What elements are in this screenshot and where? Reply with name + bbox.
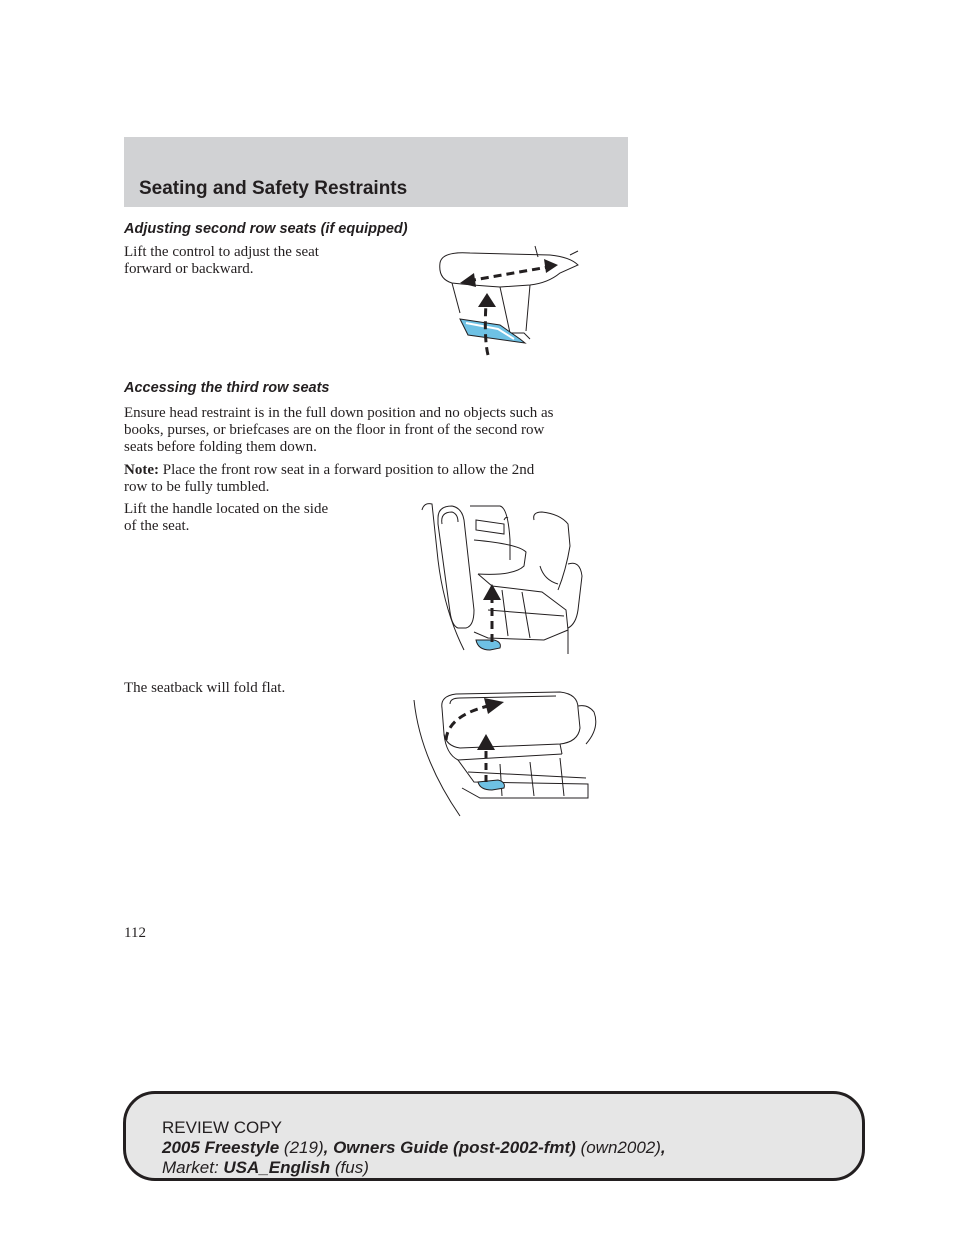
seatback-fold-illustration [410, 688, 600, 818]
model-code: (219) [279, 1138, 324, 1157]
footer-line-market [162, 1158, 666, 1178]
model-name: 2005 Freestyle [162, 1138, 280, 1157]
market-name: USA_English [223, 1158, 331, 1177]
paragraph-lift-handle [124, 501, 328, 535]
text-line: Lift the control to adjust the seat [124, 244, 319, 260]
footer-line-model [162, 1138, 666, 1158]
text-line: seats before folding them down. [124, 439, 317, 455]
text-line [124, 462, 534, 479]
paragraph-head-restraint [124, 405, 554, 456]
seat-handle-illustration [418, 500, 588, 660]
paragraph-adjust-control [124, 244, 319, 278]
review-copy-label: REVIEW COPY [162, 1118, 282, 1137]
text-line: row to be fully tumbled. [124, 479, 270, 495]
text-line: books, purses, or briefcases are on the floor in front of the second row [124, 422, 545, 438]
separator: , [323, 1138, 334, 1157]
text-line: Ensure head restraint is in the full down position and no objects such as [124, 405, 554, 421]
text-line: Lift the handle located on the side [124, 501, 329, 517]
separator: , [660, 1138, 666, 1157]
guide-name: Owners Guide (post-2002-fmt) [333, 1138, 576, 1157]
market-code: (fus) [330, 1158, 369, 1177]
subheading-adjusting-second-row: Adjusting second row seats (if equipped) [124, 221, 408, 237]
page-number: 112 [124, 925, 146, 941]
subheading-accessing-third-row: Accessing the third row seats [124, 380, 330, 396]
guide-code: (own2002) [575, 1138, 661, 1157]
note-text: Place the front row seat in a forward position to allow the 2nd [158, 462, 535, 478]
note-paragraph [124, 462, 534, 496]
text-line: forward or backward. [124, 261, 254, 277]
market-label: Market: [162, 1158, 224, 1177]
text-line: of the seat. [124, 518, 190, 534]
section-title: Seating and Safety Restraints [139, 178, 408, 199]
seat-adjust-illustration [430, 243, 590, 363]
footer-text [162, 1118, 666, 1178]
paragraph-fold-flat: The seatback will fold flat. [124, 680, 286, 696]
note-label: Note: [124, 462, 159, 478]
